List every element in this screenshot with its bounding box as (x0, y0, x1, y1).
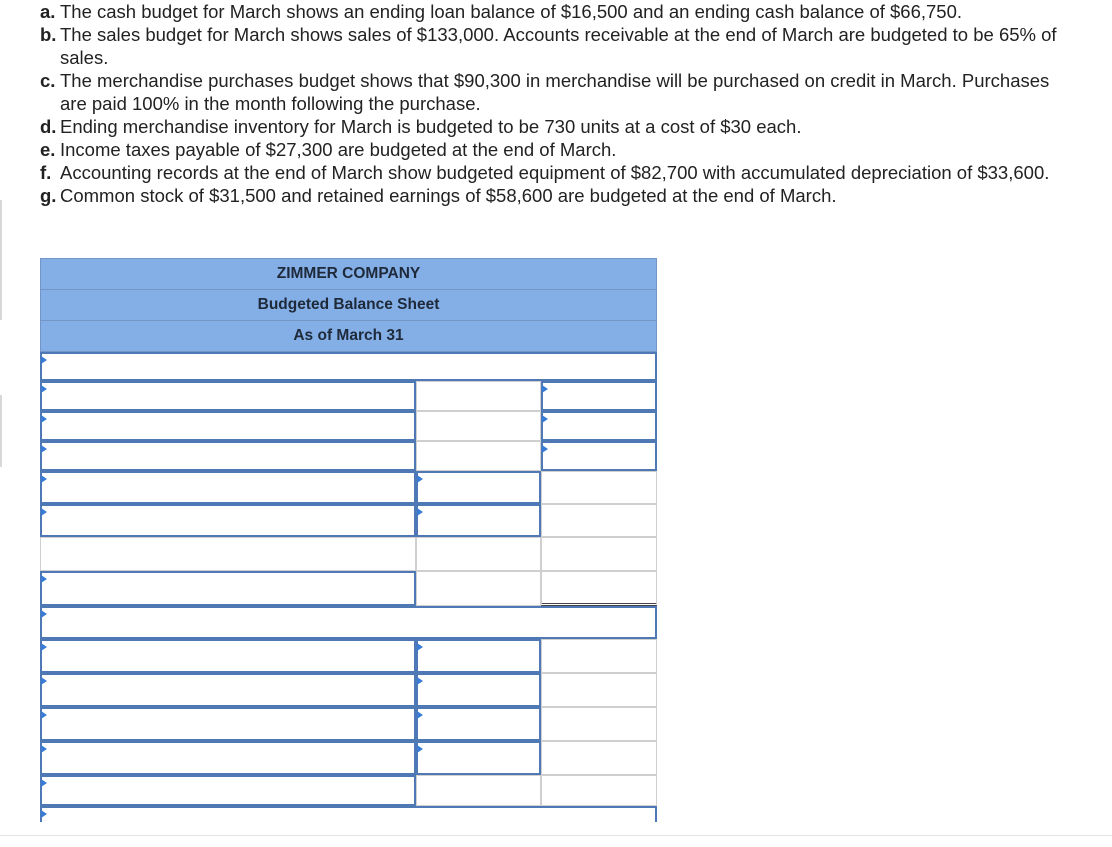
amount-cell (416, 411, 541, 441)
problem-statement (40, 0, 1112, 207)
item-label: b. (40, 24, 57, 45)
page-left-edge-bottom (0, 395, 2, 467)
amount-cell (416, 441, 541, 471)
total-amount-input[interactable] (541, 381, 657, 411)
statement-title: Budgeted Balance Sheet (257, 296, 440, 313)
heading-input[interactable] (40, 352, 657, 381)
company-name-header (40, 258, 657, 290)
statement-date-header (40, 320, 657, 352)
table-row (40, 741, 657, 775)
amount-input[interactable] (416, 707, 541, 741)
total-cell (541, 471, 657, 504)
amount-input[interactable] (416, 741, 541, 775)
item-text: sales. (60, 47, 109, 68)
amount-input[interactable] (416, 639, 541, 673)
item-text: Common stock of $31,500 and retained earnings of $58,600 are budgeted at the end of March. (60, 185, 837, 206)
table-row (40, 504, 657, 537)
statement-date: As of March 31 (293, 327, 404, 344)
problem-item-g (40, 184, 1112, 207)
account-name-input[interactable] (40, 381, 416, 411)
page-bottom-divider (0, 835, 1112, 836)
item-label: c. (40, 70, 56, 91)
table-row (40, 381, 657, 411)
table-row (40, 537, 657, 571)
problem-item-c-continued (40, 92, 1112, 115)
problem-item-e (40, 138, 1112, 161)
account-name-input[interactable] (40, 639, 416, 673)
account-name-input[interactable] (40, 775, 416, 806)
total-amount-input[interactable] (541, 441, 657, 471)
table-row (40, 411, 657, 441)
total-assets-label-input[interactable] (40, 571, 416, 606)
heading-input[interactable] (40, 606, 657, 639)
table-row (40, 673, 657, 707)
item-label: a. (40, 1, 56, 22)
table-row (40, 441, 657, 471)
amount-cell (416, 381, 541, 411)
total-cell (541, 504, 657, 537)
heading-input[interactable] (40, 806, 657, 822)
blank-cell (541, 537, 657, 571)
account-name-input[interactable] (40, 673, 416, 707)
blank-cell (416, 571, 541, 606)
problem-item-c (40, 69, 1112, 92)
amount-cell (416, 775, 541, 806)
total-cell (541, 639, 657, 673)
statement-title-header (40, 289, 657, 321)
total-cell (541, 673, 657, 707)
account-name-input[interactable] (40, 471, 416, 504)
account-name-input[interactable] (40, 504, 416, 537)
table-row (40, 352, 657, 381)
table-row (40, 571, 657, 606)
account-name-input[interactable] (40, 411, 416, 441)
item-text: The merchandise purchases budget shows that $90,300 in merchandise will be purchased on credit in March. Purchases (60, 70, 1050, 91)
table-row (40, 639, 657, 673)
amount-input[interactable] (416, 504, 541, 537)
table-row (40, 606, 657, 639)
item-text: Accounting records at the end of March show budgeted equipment of $82,700 with accumulated depreciation of $33,600. (60, 162, 1050, 183)
total-amount-input[interactable] (541, 411, 657, 441)
item-text: Income taxes payable of $27,300 are budgeted at the end of March. (60, 139, 617, 160)
item-text: The cash budget for March shows an ending loan balance of $16,500 and an ending cash balance of $66,750. (60, 1, 963, 22)
blank-cell (40, 537, 416, 571)
account-name-input[interactable] (40, 441, 416, 471)
table-row (40, 471, 657, 504)
blank-cell (416, 537, 541, 571)
item-text: Ending merchandise inventory for March is budgeted to be 730 units at a cost of $30 each. (60, 116, 802, 137)
item-text: The sales budget for March shows sales of $133,000. Accounts receivable at the end of March are budgeted to be 65% of (60, 24, 1057, 45)
total-cell (541, 775, 657, 806)
account-name-input[interactable] (40, 707, 416, 741)
table-row (40, 775, 657, 806)
company-name: ZIMMER COMPANY (276, 265, 421, 282)
item-label: g. (40, 185, 57, 206)
table-row (40, 806, 657, 822)
item-text: are paid 100% in the month following the purchase. (60, 93, 481, 114)
page-left-edge-top (0, 200, 2, 320)
budgeted-balance-sheet (40, 258, 657, 822)
total-assets-amount (541, 571, 657, 606)
problem-item-d (40, 115, 1112, 138)
item-label: f. (40, 162, 52, 183)
amount-input[interactable] (416, 673, 541, 707)
table-row (40, 707, 657, 741)
item-label: d. (40, 116, 57, 137)
item-label: e. (40, 139, 56, 160)
problem-item-b-continued (40, 46, 1112, 69)
total-cell (541, 741, 657, 775)
problem-item-b (40, 23, 1112, 46)
problem-item-a (40, 0, 1112, 23)
amount-input[interactable] (416, 471, 541, 504)
balance-sheet-rows (40, 352, 657, 822)
account-name-input[interactable] (40, 741, 416, 775)
problem-item-f (40, 161, 1112, 184)
total-cell (541, 707, 657, 741)
